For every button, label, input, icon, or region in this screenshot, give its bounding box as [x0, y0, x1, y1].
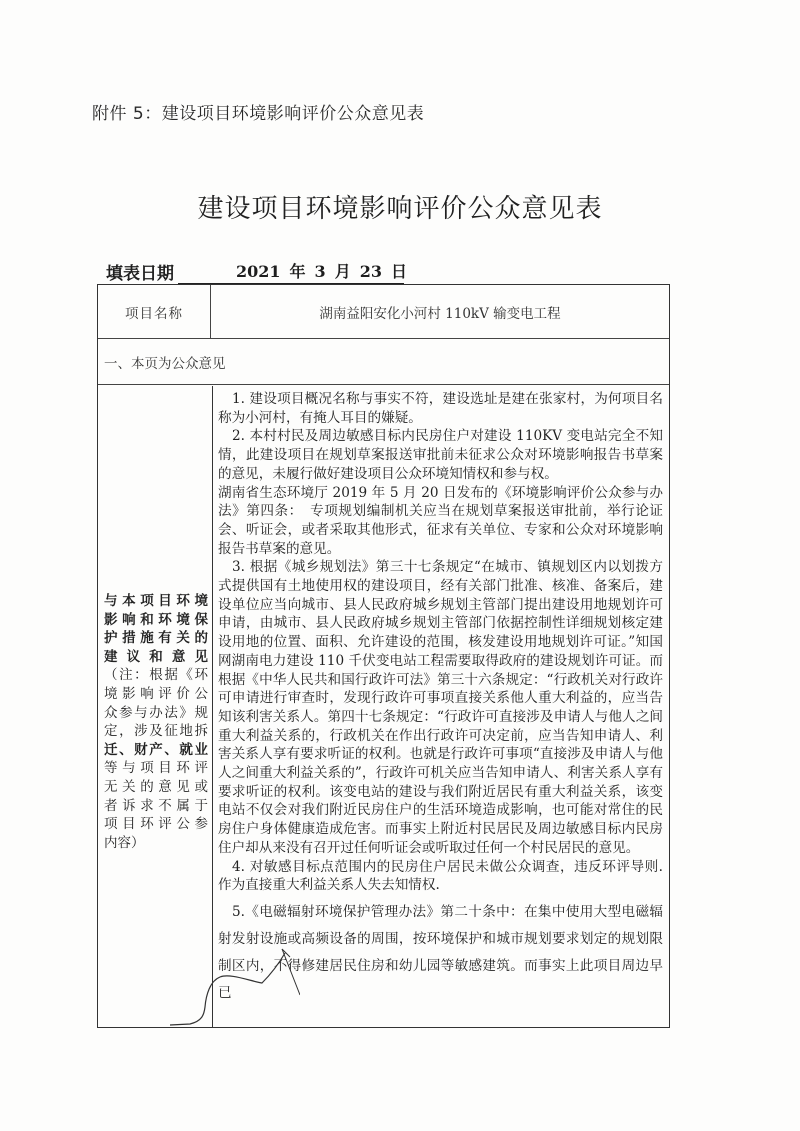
opinion-content [218, 390, 663, 1007]
side-label-line: 建 议 和 意 见 [104, 648, 208, 665]
fill-date-month-unit: 月 [334, 262, 351, 281]
opinion-item-3: 3. 根据《城乡规划法》第三十七条规定“在城市、镇规划区内以划拨方式提供国有土地使用权的建设项目，经有关部门批准、核准、备案后，建设单位应当向城市、县人民政府城乡规划主管部门提出建设用地规划许可申请，由城市、县人民政府城乡规划主管部门依据控制性详细规划核定建设用地的位置、面积、允许建设的范围，核发建设用地规划许可证。”知国网湖南电力建设 110 千伏变电站工程需要取得政府的建设规划许可证。而根据《中华人民共和国行政许可法》第三十六条规定：“行政机关对行政许可申请进行审查时，发现行政许可事项直接关系他人重大利益的，应当告知该利害关系人。第四十七条规定：“行政许可直接涉及申请人与他人之间重大利益关系的，行政机关在作出行政许可决定前，应当告知申请人、利害关系人享有要求听证的权利。也就是行政许可事项“直接涉及申请人与他人之间重大利益关系的”，行政许可机关应当告知申请人、利害关系人享有要求听证的权利。该变电站的建设与我们附近居民有重大利益关系，该变电站不仅会对我们附近民房住户的生活环境造成影响，也可能对常住的民房住户身体健康造成危害。而事实上附近村民居民及周边敏感目标内民房住户却从来没有召开过任何听证会或听取过任何一个村民居民的意见。 [218, 559, 663, 856]
side-label-line: 与本项目环境 [104, 593, 208, 609]
project-name-row [98, 285, 669, 339]
side-label-line: （注：根据《环 [104, 667, 208, 684]
opinion-regulation-note: 湖南省生态环境厅 2019 年 5 月 20 日发布的《环境影响评价公众参与办法》第四条： 专项规划编制机关应当在规划草案报送审批前，举行论证会、听证会，或者采取其他形式，征求有关单位、专家和公众对环境影响报告书草案的意见。 [218, 484, 663, 557]
project-name-label: 项目名称 [98, 285, 211, 338]
project-name-value: 湖南益阳安化小河村 110kV 输变电工程 [319, 305, 561, 322]
fill-date-year: 2021 [236, 262, 281, 281]
opinion-side-label [104, 592, 208, 852]
fill-date-day-unit: 日 [390, 262, 407, 281]
side-label-line: 定，涉及征地拆 [104, 723, 208, 740]
fill-date-day: 23 [359, 262, 382, 281]
opinion-side-label-cell [98, 386, 213, 1027]
section-heading: 一、本页为公众意见 [98, 339, 669, 385]
side-label-line: 无关的意见或 [104, 778, 208, 795]
fill-date-year-unit: 年 [289, 262, 306, 281]
side-label-line: 影响和环境保 [104, 611, 208, 628]
side-label-line: 护措施有关的 [104, 630, 208, 647]
side-label-line: 者诉求不属于 [104, 797, 208, 814]
opinion-item-5: 5.《电磁辐射环境保护管理办法》第二十条中：在集中使用大型电磁辐射发射设施或高频设备的周围，按环境保护和城市规划要求划定的规划限制区内，不得修建居民住房和幼儿园等敏感建筑。而事实上此项目周边早已 [218, 903, 663, 1001]
side-label-line: 迁、财产、就业 [104, 741, 208, 758]
side-label-line: 众参与办法》规 [104, 704, 208, 721]
fill-date-value [178, 259, 407, 284]
opinion-item-4: 4. 对敏感目标点范围内的民房住户居民未做公众调查，违反环评导则. 作为直接重大利益关系人失去知情权. [218, 858, 663, 894]
attachment-heading: 附件 5：建设项目环境影响评价公众意见表 [92, 104, 425, 124]
side-label-line: 内容） [104, 834, 145, 851]
opinion-row [98, 386, 669, 1027]
fill-date-month: 3 [314, 262, 326, 281]
opinion-item-2: 2. 本村村民及周边敏感目标内民房住户对建设 110KV 变电站完全不知情，此建设项目在规划草案报送审批前未征求公众对环境影响报告书草案的意见，未履行做好建设项目公众环境知情权和参与权。 [218, 428, 663, 482]
opinion-table [97, 284, 670, 1028]
form-title: 建设项目环境影响评价公众意见表 [197, 194, 603, 224]
side-label-line: 境影响评价公 [104, 685, 208, 702]
fill-date-row [106, 259, 407, 284]
fill-date-label: 填表日期 [106, 264, 174, 284]
opinion-item-1: 1. 建设项目概况名称与事实不符，建设选址是建在张家村，为何项目名称为小河村，有掩人耳目的嫌疑。 [218, 391, 663, 426]
side-label-line: 项目环评公参 [104, 816, 208, 833]
side-label-line: 等与项目环评 [104, 760, 208, 777]
